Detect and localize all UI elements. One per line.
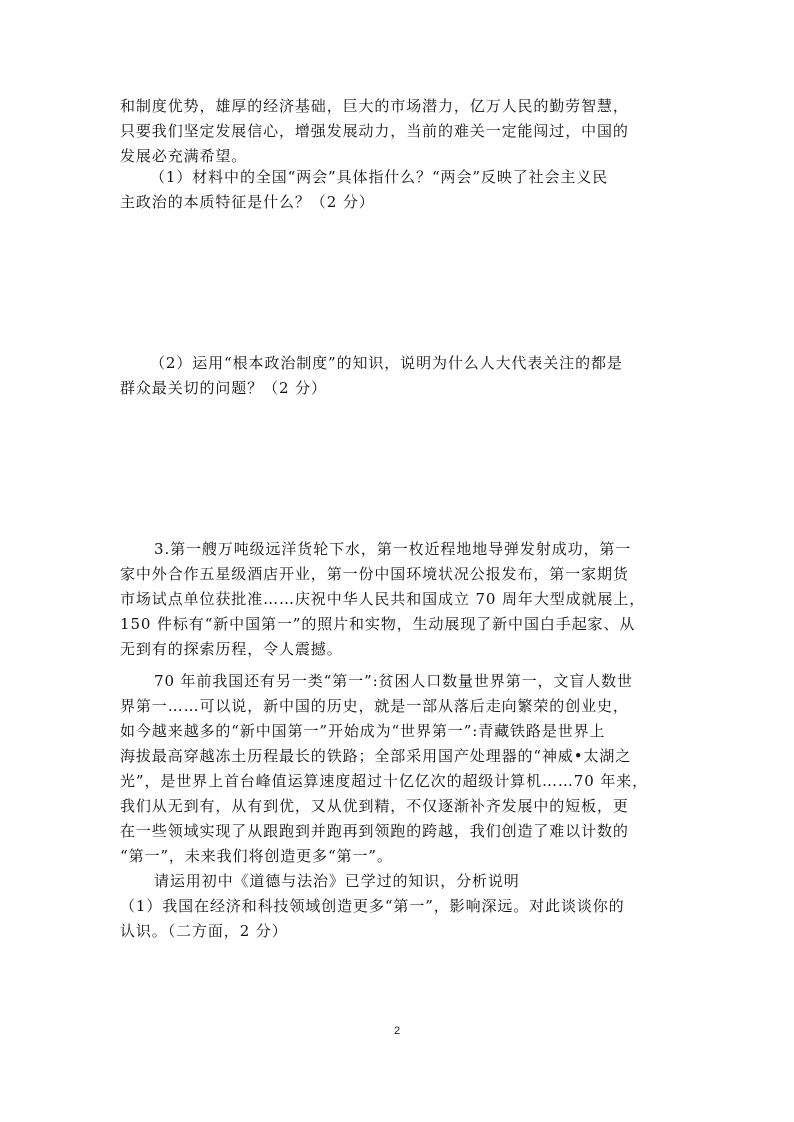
text-line: 群众最关切的问题？（2 分）: [120, 379, 327, 397]
text-line: 家中外合作五星级酒店开业，第一份中国环境状况公报发布，第一家期货: [120, 565, 629, 583]
question-1-1: （1）材料中的全国“两会”具体指什么？“两会”反映了社会主义民: [150, 168, 609, 186]
question-3-1: （1）我国在经济和科技领域创造更多“第一”，影响深远。对此谈谈你的: [120, 897, 625, 915]
text-line: 界第一……可以说，新中国的历史，就是一部从落后走向繁荣的创业史，: [120, 697, 629, 715]
text-line: 只要我们坚定发展信心，增强发展动力，当前的难关一定能闯过，中国的: [120, 122, 629, 140]
question-3-heading: 3.第一艘万吨级远洋货轮下水，第一枚近程地地导弹发射成功，第一: [154, 540, 632, 558]
paragraph-start: 70 年前我国还有另一类“第一”:贫困人口数量世界第一，文盲人数世: [154, 672, 633, 690]
text-line: 主政治的本质特征是什么？（2 分）: [120, 193, 375, 211]
text-line: 光”，是世界上首台峰值运算速度超过十亿亿次的超级计算机……70 年来，: [120, 772, 649, 790]
instruction-line: 请运用初中《道德与法治》已学过的知识，分析说明: [154, 872, 520, 890]
question-1-2: （2）运用“根本政治制度”的知识，说明为什么人大代表关注的都是: [150, 354, 623, 372]
text-line: 无到有的探索历程，令人震撼。: [120, 640, 343, 658]
text-line: 如今越来越多的“新中国第一”开始成为“世界第一”:青藏铁路是世界上: [120, 722, 606, 740]
text-line: 在一些领域实现了从跟跑到并跑再到领跑的跨越，我们创造了难以计数的: [120, 822, 629, 840]
text-line: 150 件标有“新中国第一”的照片和实物，生动展现了新中国白手起家、从: [120, 615, 636, 633]
text-line: “第一”，未来我们将创造更多“第一”。: [120, 847, 393, 865]
text-line: 市场试点单位获批准……庆祝中华人民共和国成立 70 周年大型成就展上，: [120, 590, 646, 608]
page-number: 2: [393, 1025, 401, 1037]
text-line: 我们从无到有，从有到优，又从优到精，不仅逐渐补齐发展中的短板，更: [120, 797, 629, 815]
text-line: 和制度优势，雄厚的经济基础，巨大的市场潜力，亿万人民的勤劳智慧，: [120, 97, 629, 115]
text-line: 认识。（二方面，2 分）: [120, 922, 288, 940]
text-line: 海拔最高穿越冻土历程最长的铁路；全部采用国产处理器的“神威•太湖之: [120, 747, 632, 765]
text-line: 发展必充满希望。: [120, 147, 248, 165]
